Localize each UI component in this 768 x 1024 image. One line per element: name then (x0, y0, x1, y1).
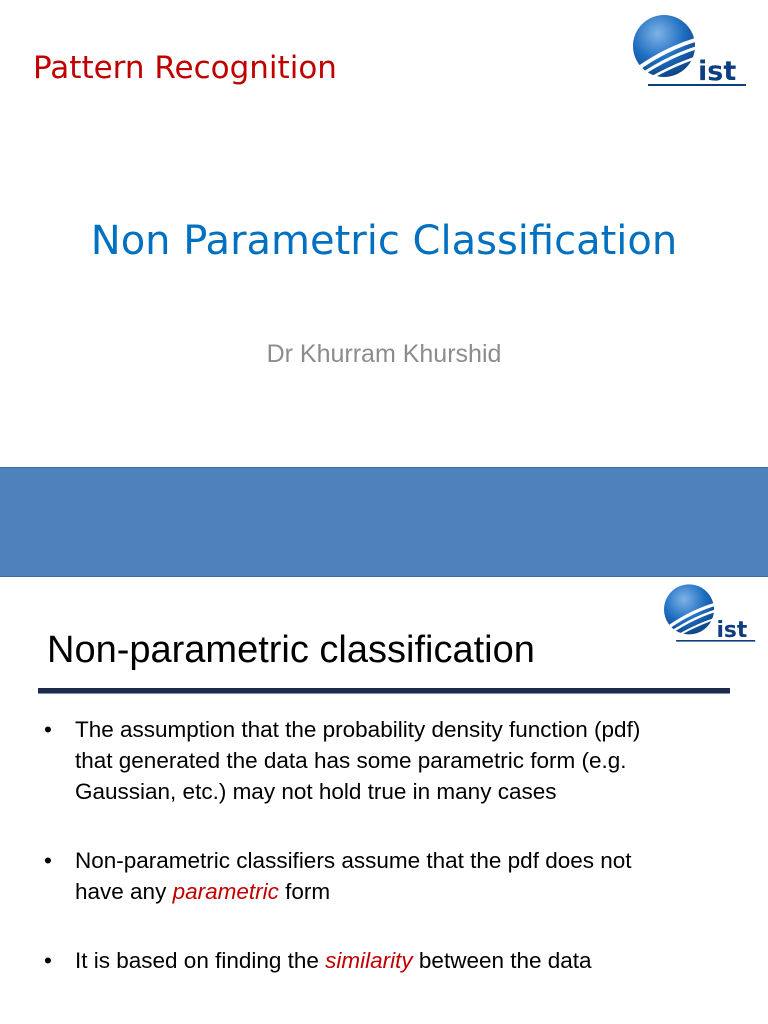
list-item (0, 945, 768, 976)
emphasis-text: parametric (172, 879, 279, 904)
logo-text: ist (716, 617, 748, 642)
bullet-icon: • (44, 948, 52, 973)
list-item (0, 714, 768, 807)
author-name: Dr Khurram Khurshid (266, 340, 502, 368)
title-slide (0, 0, 768, 467)
ist-logo-small (660, 580, 760, 642)
bullet-text: Non-parametric classifiers assume that the pdf does not have any (75, 848, 632, 904)
bullet-text-end: form (278, 879, 331, 904)
bullet-icon: • (44, 848, 52, 873)
bullet-list (0, 714, 768, 1014)
ist-logo-globe-icon (660, 580, 760, 642)
course-title: Pattern Recognition (33, 50, 337, 86)
title-underline (38, 688, 730, 694)
slide-separator-band (0, 467, 768, 577)
ist-logo (628, 10, 752, 86)
bullet-text: The assumption that the probability density function (pdf) that generated the data has some parametric form (e.g. Gaussian, etc.) may not hold true in many cases (75, 717, 641, 804)
bullet-text: It is based on finding the (75, 948, 326, 973)
content-slide (0, 577, 768, 1024)
slide-title: Non-parametric classification (47, 629, 535, 671)
ist-logo-globe-icon (628, 10, 752, 86)
presentation-title: Non Parametric Classification (90, 218, 678, 264)
bullet-text-end: between the data (412, 948, 592, 973)
logo-text: ist (698, 56, 737, 86)
bullet-icon: • (44, 717, 52, 742)
emphasis-text: similarity (325, 948, 413, 973)
list-item (0, 845, 768, 907)
